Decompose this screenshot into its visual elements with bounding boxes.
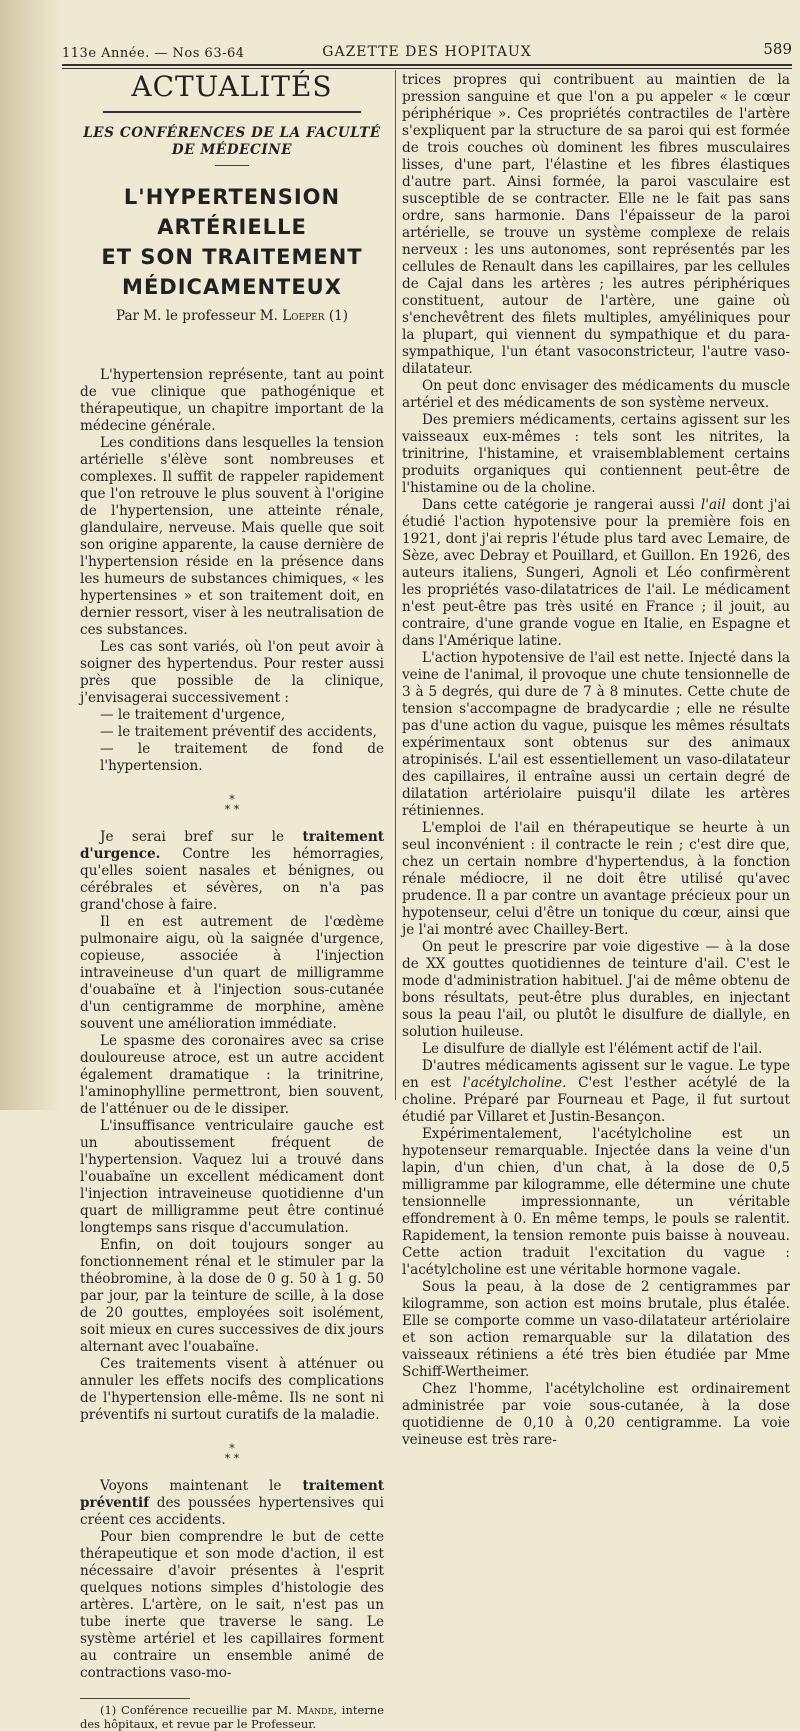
paragraph: Expérimentalement, l'acétylcholine est un hypotenseur remarquable. Injectée dans la veine d'un lapin, d'un chien, d'un chat, à la dose de 0,5 milligramme par kilogramme, elle détermine une chute tensionnelle impressionnante, un véritable effondrement à 0. En même temps, le pouls se ralentit. Rapidement, la tension remonte puis baisse à nouveau. Cette action traduit l'excitation du vague : l'acétylcholine est une véritable hormone vagale. — [402, 1126, 790, 1278]
conference-subtitle: LES CONFÉRENCES DE LA FACULTÉ DE MÉDECINE — [83, 125, 381, 158]
italic-term: l'acétylcholine. — [462, 1075, 567, 1091]
paragraph: Enfin, on doit toujours songer au fonctionnement rénal et le stimuler par la théobromine, à la dose de 0 g. 50 à 1 g. 50 par jour, par la teinture de scille, à la dose de 20 gouttes, employées soit isolément, soit mieux en cures successives de dix jours alternant avec l'ouabaïne. — [80, 1237, 384, 1355]
article-title — [80, 182, 384, 302]
header-rule-thin — [62, 68, 792, 69]
header-rule — [62, 64, 792, 66]
paragraph: Il en est autrement de l'œdème pulmonaire aigu, où la saignée d'urgence, copieuse, associée à l'injection intraveineuse d'un quart de milligramme d'ouabaïne et à l'injection sous-cutanée d'un centigramme de morphine, amène souvent une amélioration immédiate. — [80, 914, 384, 1032]
star: * — [233, 1452, 240, 1465]
italic-term: l'ail — [700, 497, 726, 513]
paragraph: Des premiers médicaments, certains agissent sur les vaisseaux eux-mêmes : tels sont les nitrites, la trinitrine, l'histamine, et vraisemblablement certains produits organiques qui contiennent peut-être de l'histamine ou de la choline. — [402, 412, 790, 496]
section-separator-stars — [80, 1444, 384, 1464]
text-span: , interne des hôpitaux, et revue par le Professeur. — [80, 1703, 385, 1731]
footnote — [80, 1703, 384, 1731]
paragraph — [80, 829, 384, 914]
list-item: — le traitement préventif des accidents, — [100, 724, 377, 740]
paragraph — [80, 1478, 384, 1529]
text-span: Voyons maintenant le — [100, 1478, 282, 1494]
journal-page — [62, 0, 800, 1731]
star: * — [229, 793, 235, 806]
text-span: Dans cette catégorie je rangerai aussi — [422, 497, 695, 513]
paragraph: trices propres qui contribuent au maintien de la pression sanguine et que l'on a pu appeler « le cœur périphérique ». Ces propriétés contractiles de l'artère s'expliquent par la structure de sa paroi qui est formée de trois couches où dominent les fibres musculaires lisses, d'une part, l'élastine et les fibres élastiques d'autre part. Ainsi formée, la paroi vasculaire est susceptible de se contracter. Elle ne le fait pas sans ordre, sans harmonie. Dans l'épaisseur de la paroi artérielle, se trouve un système complexe de relais nerveux : les uns autonomes, sont représentés par les cellules de Renault dans les capillaires, par les cellules de Cajal dans les artères ; les autres périphériques constituent, autour de l'artère, une gaine où s'enchevêtrent des filets multiples, amyéliniques pour la plupart, qui viennent du sympathique et du para-sympathique, l'un étant vasoconstricteur, l'autre vaso-dilatateur. — [402, 72, 790, 377]
paragraph: On peut le prescrire par voie digestive — à la dose de XX gouttes quotidiennes de teinture d'ail. C'est le mode d'administration habituel. J'ai de même obtenu de bons résultats, peut-être plus durables, en injectant sous la peau l'ail, ou plutôt le disulfure de diallyle, en solution huileuse. — [402, 939, 790, 1040]
paragraph: Le spasme des coronaires avec sa crise douloureuse atroce, est un autre accident également dramatique : la trinitrine, l'aminophylline permettront, bien souvent, de l'atténuer ou de le dissiper. — [80, 1033, 384, 1117]
column-separator — [395, 70, 396, 1100]
paragraph: L'hypertension représente, tant au point de vue clinique que pathogénique et thérapeutique, un chapitre important de la médecine générale. — [80, 367, 384, 434]
issue-number: 113e Année. — Nos 63-64 — [62, 46, 245, 61]
paragraph: Sous la peau, à la dose de 2 centigrammes par kilogramme, son action est moins brutale, plus étalée. Elle se comporte comme un vaso-dilatateur artériolaire et son action remarquable sur la dilatation des vaisseaux rétiniens a été très bien étudiée par Mme Schiff-Wertheimer. — [402, 1279, 790, 1380]
text-span: Contre les hémorragies, qu'elles soient nasales et bénignes, ou cérébrales et sévères, on n'a pas grand'chose à faire. — [80, 846, 384, 913]
paragraph: Les cas sont variés, où l'on peut avoir à soigner des hypertendus. Pour rester aussi près que possible de la clinique, j'envisagerai successivement : — [80, 639, 384, 706]
star: * — [229, 1442, 235, 1455]
paragraph: L'action hypotensive de l'ail est nette. Injecté dans la veine de l'animal, il provoque une chute tensionnelle de 3 à 5 degrés, qui dure de 7 à 8 minutes. Cette chute de tension s'accompagne de bradycardie ; elle ne résulte pas d'une action du vague, puisque les mêmes résultats expérimentaux sont obtenus sur des animaux atropinisés. L'ail est essentiellement un vaso-dilatateur des capillaires, il entraîne aussi un certain degré de dilatation artériolaire puisqu'il dilate les artères rétiniennes. — [402, 650, 790, 819]
star: * — [233, 803, 240, 816]
bold-term: traitement préventif — [80, 1478, 384, 1511]
star-pair — [80, 1454, 384, 1464]
author-byline — [80, 308, 384, 325]
section-title: ACTUALITÉS — [131, 70, 333, 103]
subtitle-rule — [215, 165, 249, 166]
paragraph: Chez l'homme, l'acétylcholine est ordinairement administrée par voie sous-cutanée, à la dose quotidienne de 0,10 à 0,20 centigramme. La voie veineuse est très rare- — [402, 1381, 790, 1448]
section-separator-stars — [80, 795, 384, 815]
bold-term: traitement d'urgence. — [80, 829, 384, 862]
author-note-ref: (1) — [328, 308, 348, 324]
page-number: 589 — [763, 40, 792, 58]
footnote-name: Mande — [296, 1703, 334, 1717]
article-title-line2: ET SON TRAITEMENT MÉDICAMENTEUX — [101, 245, 363, 299]
text-span: des poussées hypertensives qui créent ces accidents. — [80, 1495, 384, 1528]
text-span: (1) Conférence recueillie par M. — [100, 1703, 292, 1717]
page-binding-shadow — [0, 0, 62, 1110]
paragraph: Le disulfure de diallyle est l'élément actif de l'ail. — [422, 1041, 763, 1057]
paragraph — [402, 1058, 790, 1126]
paragraph: L'emploi de l'ail en thérapeutique se heurte à un seul inconvénient : il contracte le rein ; c'est dire que, chez un certain nombre d'hypertendus, à la fonction rénale médiocre, il ne doit être utilisé qu'avec prudence. Il a par contre un avantage précieux pour un hypotenseur, celui d'être un tonique du cœur, ainsi que je l'ai montré avec Chailley-Bert. — [402, 820, 790, 938]
paragraph: L'insuffisance ventriculaire gauche est un aboutissement fréquent de l'hypertension. Vaquez lui a trouvé dans l'ouabaïne un excellent médicament dont l'injection intraveineuse quotidienne d'un quart de milligramme peut être continué longtemps sans risque d'accumulation. — [80, 1118, 384, 1236]
paragraph — [402, 497, 790, 650]
section-rule — [103, 111, 361, 113]
star: * — [224, 803, 231, 816]
footnote-rule — [80, 1698, 190, 1699]
list-item: — le traitement de fond de l'hypertension. — [100, 741, 384, 774]
paragraph: On peut donc envisager des médicaments du muscle artériel et des médicaments de son système nerveux. — [402, 378, 790, 411]
paragraph: Les conditions dans lesquelles la tension artérielle s'élève sont nombreuses et complexes. Il suffit de rappeler rapidement que l'on retrouve le plus souvent à l'origine de l'hypertension, une atteinte rénale, glandulaire, nerveuse. Mais quelle que soit son origine apparente, la cause dernière de l'hypertension réside en la présence dans les humeurs de substances chimiques, « les hypertensines » et son traitement doit, en dernier ressort, viser à les neutralisation de ces substances. — [80, 435, 384, 638]
text-span: Je serai bref sur le — [100, 829, 285, 845]
paragraph: Ces traitements visent à atténuer ou annuler les effets nocifs des complications de l'hypertension elle-même. Ils ne sont ni préventifs ni surtout curatifs de la maladie. — [80, 1356, 384, 1423]
author-prefix: Par M. le professeur M. — [116, 308, 278, 324]
text-span: D'autres médicaments agissent sur le vague. Le type en est — [402, 1058, 790, 1091]
text-span: dont j'ai étudié l'action hypotensive pour la première fois en 1921, dont j'ai repris l'étude plus tard avec Lemaire, de Sèze, avec Debray et Pouillard, et Guillon. En 1926, des auteurs italiens, Sungeri, Agnoli et Léo confirmèrent les propriétés vaso-dilatatrices de l'ail. Le médicament n'est peut-être pas très usité en France ; il jouit, au contraire, d'une grande vogue en Italie, en Espagne et dans l'Amérique latine. — [402, 497, 790, 649]
star-pair — [80, 805, 384, 815]
right-column — [402, 72, 790, 1449]
paragraph: Pour bien comprendre le but de cette thérapeutique et son mode d'action, il est nécessaire d'avoir présentes à l'esprit quelques notions simples d'histologie des artères. L'artère, on le sait, n'est pas un tube inerte que traverse le sang. Le système artériel et les capillaires forment au contraire un ensemble animé de contractions vaso-mo- — [80, 1529, 384, 1681]
text-span: C'est l'esther acétylé de la choline. Préparé par Fourneau et Page, il fut surtout étudié par Villaret et Justin-Besançon. — [402, 1075, 790, 1125]
article-title-line1: L'HYPERTENSION ARTÉRIELLE — [123, 185, 341, 239]
list-item: — le traitement d'urgence, — [100, 707, 286, 723]
star: * — [224, 1452, 231, 1465]
journal-title: GAZETTE DES HOPITAUX — [322, 44, 532, 60]
left-column — [80, 72, 384, 1731]
author-name: Loeper — [282, 308, 325, 324]
running-header — [62, 40, 792, 66]
